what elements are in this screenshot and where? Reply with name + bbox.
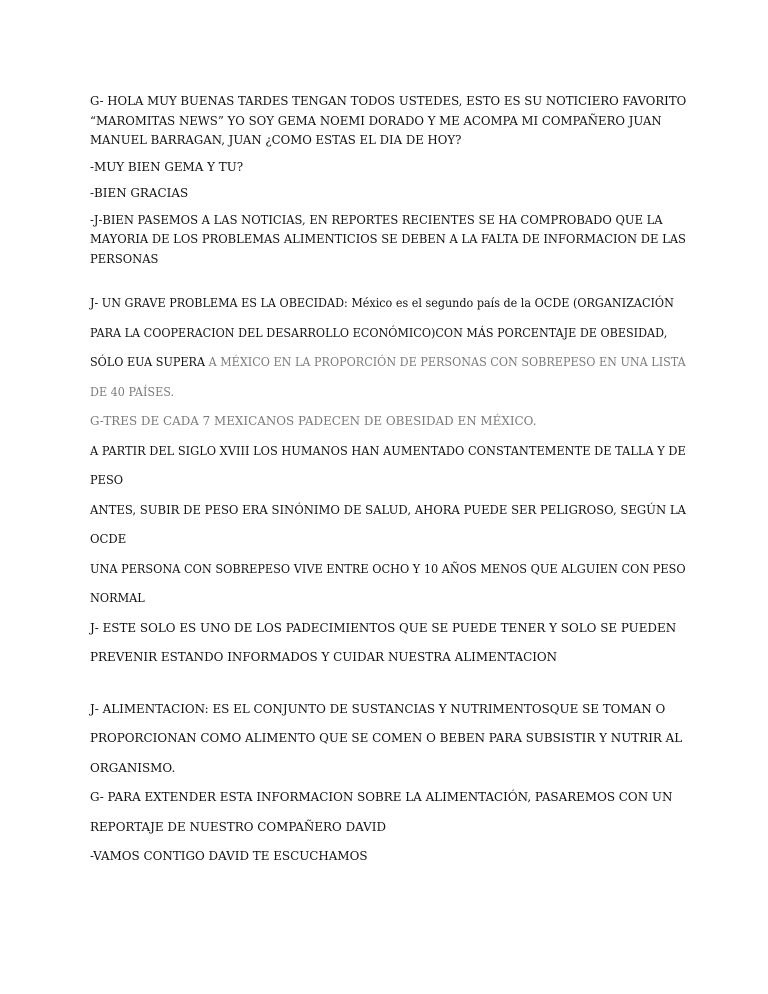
paragraph-life-expectancy — [90, 555, 686, 614]
text-line-gray: G-TRES DE CADA 7 MEXICANOS PADECEN DE OBESIDAD EN MÉXICO. — [90, 414, 537, 428]
text-line: J- ALIMENTACION: ES EL CONJUNTO DE SUSTANCIAS Y NUTRIMENTOSQUE SE TOMAN O — [90, 701, 666, 716]
text-line: OCDE — [90, 532, 127, 546]
text-line: -VAMOS CONTIGO DAVID TE ESCUCHAMOS — [90, 849, 368, 863]
paragraph-report-intro — [90, 783, 686, 842]
text-line: MANUEL BARRAGAN, JUAN ¿COMO ESTAS EL DIA DE HOY? — [90, 133, 462, 147]
paragraph-handoff — [90, 842, 686, 872]
text-line: PESO — [90, 473, 124, 487]
text-line: MAYORIA DE LOS PROBLEMAS ALIMENTICIOS SE DEBEN A LA FALTA DE INFORMACION DE LAS — [90, 232, 686, 246]
paragraph-height — [90, 437, 686, 496]
paragraph-definition — [90, 695, 686, 784]
text-line: -MUY BIEN GEMA Y TU? — [90, 159, 244, 174]
paragraph-greeting — [90, 92, 687, 151]
text-line-gray: DE 40 PAÍSES. — [90, 384, 175, 399]
text-line: PERSONAS — [90, 251, 159, 266]
text-line: SÓLO EUA SUPERA — [90, 355, 206, 369]
text-line: J- ESTE SOLO ES UNO DE LOS PADECIMIENTOS QUE SE PUEDE TENER Y SOLO SE PUEDEN — [90, 620, 677, 635]
text-line: PROPORCIONAN COMO ALIMENTO QUE SE COMEN O BEBEN PARA SUBSISTIR Y NUTRIR AL — [90, 731, 683, 745]
text-line: ANTES, SUBIR DE PESO ERA SINÓNIMO DE SALUD, AHORA PUEDE SER PELIGROSO, SEGÚN LA — [90, 502, 686, 517]
paragraph-obesity — [90, 289, 686, 407]
text-line: A PARTIR DEL SIGLO XVIII LOS HUMANOS HAN AUMENTADO CONSTANTEMENTE DE TALLA Y DE — [90, 443, 686, 458]
paragraph-prevention — [90, 614, 686, 673]
paragraph-weight-health — [90, 496, 686, 555]
paragraph-thanks — [90, 184, 686, 204]
text-line: -BIEN GRACIAS — [90, 186, 189, 200]
paragraph-news-intro — [90, 211, 686, 270]
text-line: PREVENIR ESTANDO INFORMADOS Y CUIDAR NUESTRA ALIMENTACION — [90, 650, 558, 664]
text-line: REPORTAJE DE NUESTRO COMPAÑERO DAVID — [90, 819, 387, 834]
text-line: J- UN GRAVE PROBLEMA ES LA OBECIDAD: México es el segundo país de la OCDE (ORGANIZACIÓN — [90, 296, 674, 310]
paragraph-reply — [90, 158, 686, 178]
paragraph-statistic — [90, 407, 686, 437]
text-line: “MAROMITAS NEWS” YO SOY GEMA NOEMI DORADO Y ME ACOMPA MI COMPAÑERO JUAN — [90, 113, 662, 128]
document-body — [90, 92, 690, 872]
text-line: NORMAL — [90, 591, 145, 605]
text-line: PARA LA COOPERACION DEL DESARROLLO ECONÓMICO)CON MÁS PORCENTAJE DE OBESIDAD, — [90, 325, 668, 340]
text-line: G- PARA EXTENDER ESTA INFORMACION SOBRE LA ALIMENTACIÓN, PASAREMOS CON UN — [90, 790, 673, 804]
text-line: G- HOLA MUY BUENAS TARDES TENGAN TODOS USTEDES, ESTO ES SU NOTICIERO FAVORITO — [90, 94, 687, 108]
text-line: ORGANISMO. — [90, 760, 176, 775]
text-line-gray: A MÉXICO EN LA PROPORCIÓN DE PERSONAS CON SOBREPESO EN UNA LISTA — [205, 355, 686, 369]
text-line: -J-BIEN PASEMOS A LAS NOTICIAS, EN REPORTES RECIENTES SE HA COMPROBADO QUE LA — [90, 212, 663, 227]
text-line: UNA PERSONA CON SOBREPESO VIVE ENTRE OCHO Y 10 AÑOS MENOS QUE ALGUIEN CON PESO — [90, 561, 686, 576]
